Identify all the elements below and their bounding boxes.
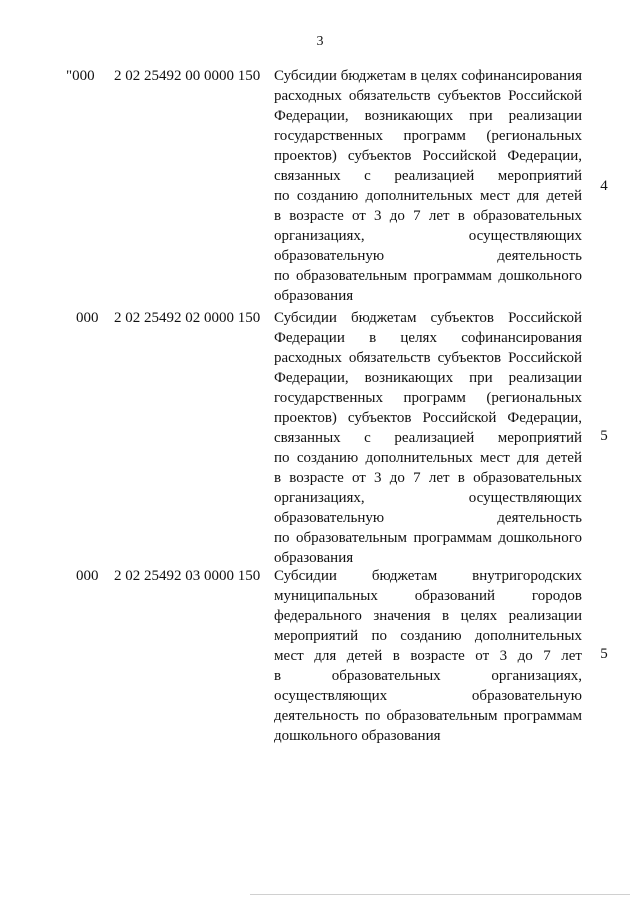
row-value: 4 (600, 178, 608, 194)
description-line: проектов) субъектов Российской Федерации, (274, 148, 582, 164)
description-line: по созданию дополнительных мест для детей (274, 188, 582, 204)
description-line: связанных с реализацией мероприятий (274, 168, 582, 184)
description-line: мест для детей в возрасте от 3 до 7 лет (274, 648, 582, 664)
description-line: связанных с реализацией мероприятий (274, 430, 582, 446)
description-line: организациях, осуществляющих (274, 228, 582, 244)
description-line: Субсидии бюджетам субъектов Российской (274, 310, 582, 326)
description-line: Федерации, возникающих при реализации (274, 370, 582, 386)
budget-code: 2 02 25492 00 0000 150 (114, 68, 261, 84)
description-line: Субсидии бюджетам в целях софинансирования (274, 68, 582, 84)
description-line: образования (274, 550, 354, 566)
description-line: дошкольного образования (274, 728, 441, 744)
description-line: осуществляющих образовательную (274, 688, 582, 704)
description-line: государственных программ (региональных (274, 390, 582, 406)
description-line: образовательную деятельность (274, 510, 582, 526)
admin-code: 000 (76, 310, 99, 326)
description-line: расходных обязательств субъектов Российской (274, 88, 582, 104)
description-line: расходных обязательств субъектов Российской (274, 350, 582, 366)
admin-code: "000 (66, 68, 95, 84)
description-line: проектов) субъектов Российской Федерации, (274, 410, 582, 426)
description-line: образовательную деятельность (274, 248, 582, 264)
budget-code: 2 02 25492 03 0000 150 (114, 568, 261, 584)
row-description (274, 566, 582, 746)
description-line: Субсидии бюджетам внутригородских (274, 568, 582, 584)
page-edge-line (250, 894, 630, 895)
description-line: в возрасте от 3 до 7 лет в образовательных (274, 470, 582, 486)
description-line: Федерации, возникающих при реализации (274, 108, 582, 124)
description-line: муниципальных образований городов (274, 588, 582, 604)
description-line: организациях, осуществляющих (274, 490, 582, 506)
page-number: 3 (316, 34, 324, 49)
description-line: деятельность по образовательным программам (274, 708, 582, 724)
description-line: в образовательных организациях, (274, 668, 582, 684)
description-line: по созданию дополнительных мест для детей (274, 450, 582, 466)
row-description (274, 66, 582, 306)
budget-code: 2 02 25492 02 0000 150 (114, 310, 261, 326)
description-line: федерального значения в целях реализации (274, 608, 582, 624)
description-line: по образовательным программам дошкольного (274, 268, 582, 284)
row-description (274, 308, 582, 568)
description-line: государственных программ (региональных (274, 128, 582, 144)
row-value: 5 (600, 428, 608, 444)
description-line: в возрасте от 3 до 7 лет в образовательных (274, 208, 582, 224)
description-line: по образовательным программам дошкольного (274, 530, 582, 546)
admin-code: 000 (76, 568, 99, 584)
description-line: образования (274, 288, 354, 304)
description-line: Федерации в целях софинансирования (274, 330, 582, 346)
row-value: 5 (600, 646, 608, 662)
description-line: мероприятий по созданию дополнительных (274, 628, 582, 644)
